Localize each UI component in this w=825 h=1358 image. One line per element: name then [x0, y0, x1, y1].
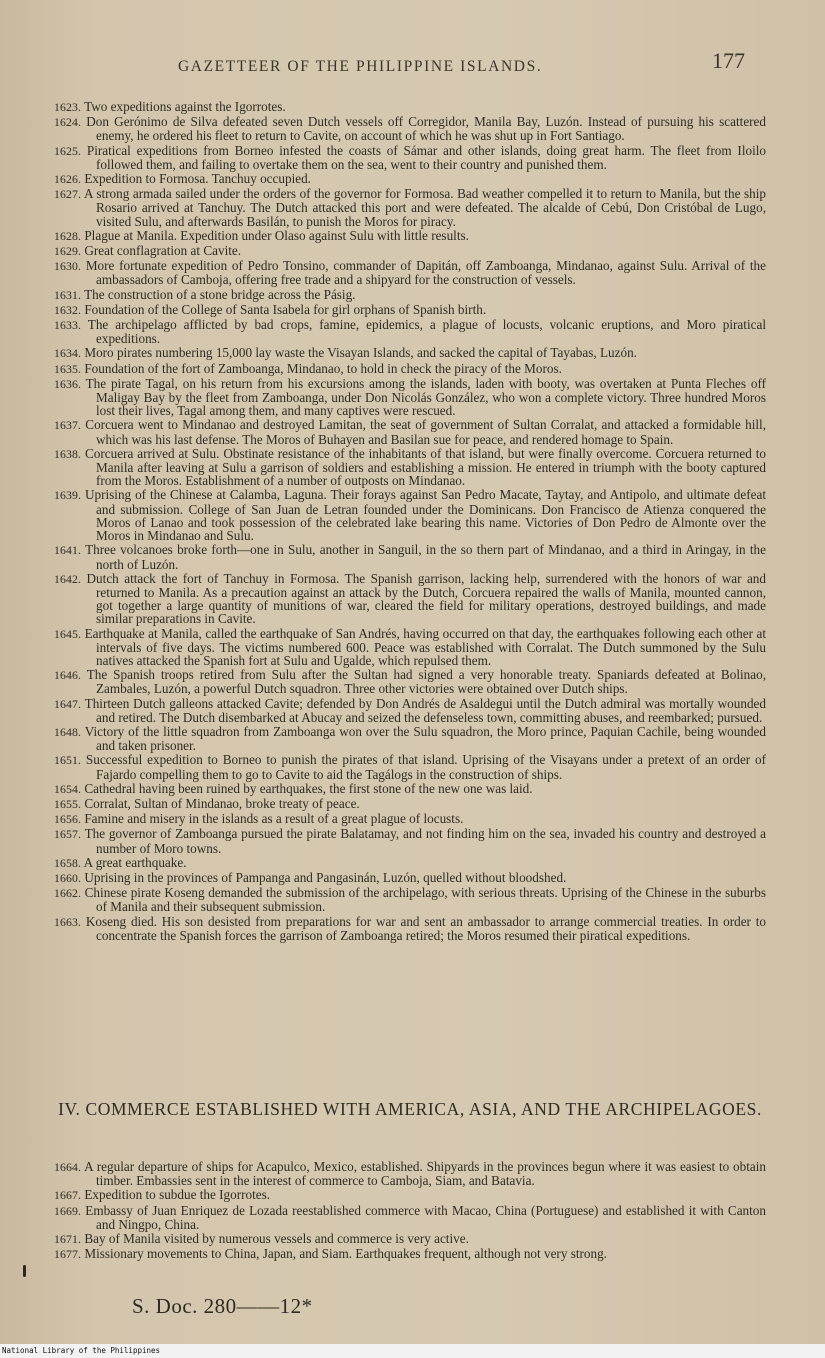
entry-year: 1638. — [54, 446, 82, 461]
entry-year: 1633. — [54, 318, 82, 333]
chronology-entry — [54, 100, 766, 114]
chronology-entry — [54, 346, 766, 360]
chronology-list-commerce — [54, 1160, 766, 1262]
entry-year: 1627. — [54, 187, 82, 202]
chronology-entry — [54, 697, 766, 724]
chronology-entry — [54, 1232, 766, 1246]
entry-text: Embassy of Juan Enriquez de Lozada reestablished commerce with Macao, China (Portuguese) and established it with Canton and Ningpo, China. — [85, 1202, 766, 1232]
entry-text: Thirteen Dutch galleons attacked Cavite; defended by Don Andrés de Asaldegui until the Dutch admiral was mortally wounded and retired. The Dutch disembarked at Abucay and seized the defenseless town, committing abuses, and reembarked; pursued. — [84, 695, 766, 725]
chronology-entry — [54, 303, 766, 317]
entry-text: Expedition to Formosa. Tanchuy occupied. — [84, 171, 311, 187]
entry-text: Corralat, Sultan of Mindanao, broke treaty of peace. — [84, 795, 360, 811]
chronology-entry — [54, 856, 766, 870]
entry-text: The construction of a stone bridge across the Pásig. — [84, 286, 356, 302]
chronology-entry — [54, 1247, 766, 1261]
section-heading: IV. COMMERCE ESTABLISHED WITH AMERICA, ASIA, AND THE ARCHIPELAGOES. — [58, 1099, 762, 1119]
entry-year: 1667. — [54, 1188, 82, 1203]
entry-year: 1630. — [54, 259, 82, 274]
chronology-entry — [54, 543, 766, 570]
entry-text: Famine and misery in the islands as a result of a great plague of locusts. — [84, 811, 464, 827]
entry-year: 1624. — [54, 115, 82, 130]
entry-year: 1646. — [54, 668, 82, 683]
entry-text: Dutch attack the fort of Tanchuy in Formosa. The Spanish garrison, lacking help, surrendered with the honors of war and returned to Manila. As a precaution against an attack by the Dutch, Corcuera repaired the walls of Manila, mounted cannon, got together a large quantity of munitions of war, cleared the field for military operations, destroyed buildings, and made similar preparations in Cavite. — [86, 570, 766, 627]
chronology-entry — [54, 1188, 766, 1202]
entry-year: 1663. — [54, 914, 82, 929]
chronology-entry — [54, 827, 766, 854]
entry-text: More fortunate expedition of Pedro Tonsino, commander of Dapitán, off Zamboanga, Mindanao, against Sulu. Arrival of the ambassadors of Camboja, offering free trade and a shipyard for the construction of vessels. — [85, 258, 766, 288]
chronology-entry — [54, 1204, 766, 1231]
entry-year: 1625. — [54, 143, 82, 158]
chronology-entry — [54, 627, 766, 668]
entry-text: The governor of Zamboanga pursued the pirate Balatamay, and not finding him on the sea, invaded his country and destroyed a number of Moro towns. — [84, 826, 766, 856]
entry-text: Koseng died. His son desisted from preparations for war and sent an ambassador to arrange commercial treaties. In order to concentrate the Spanish forces the garrison of Zamboanga retired; the Moros resumed their piratical expeditions. — [85, 913, 767, 943]
chronology-entry — [54, 725, 766, 752]
entry-text: Foundation of the College of Santa Isabela for girl orphans of Spanish birth. — [84, 301, 487, 317]
running-title: GAZETTEER OF THE PHILIPPINE ISLANDS. — [178, 58, 543, 75]
entry-year: 1632. — [54, 302, 82, 317]
chronology-entry — [54, 144, 766, 171]
entry-year: 1671. — [54, 1232, 82, 1247]
chronology-entry — [54, 812, 766, 826]
entry-year: 1634. — [54, 346, 82, 361]
chronology-entry — [54, 871, 766, 885]
chronology-entry — [54, 288, 766, 302]
chronology-entry — [54, 187, 766, 228]
entry-year: 1648. — [54, 724, 82, 739]
entry-year: 1626. — [54, 172, 82, 187]
entry-year: 1677. — [54, 1247, 82, 1262]
entry-year: 1642. — [54, 571, 82, 586]
entry-year: 1651. — [54, 753, 82, 768]
signature-mark: S. Doc. 280——12* — [132, 1294, 313, 1318]
entry-year: 1636. — [54, 376, 82, 391]
library-credit: National Library of the Philippines — [0, 1344, 825, 1358]
chronology-entry — [54, 886, 766, 913]
chronology-entry — [54, 915, 766, 942]
entry-text: A great earthquake. — [83, 854, 187, 870]
entry-year: 1669. — [54, 1203, 82, 1218]
chronology-entry — [54, 488, 766, 542]
entry-year: 1635. — [54, 361, 82, 376]
entry-text: The archipelago afflicted by bad crops, famine, epidemics, a plague of locusts, volcanic eruptions, and Moro piratical expeditions. — [87, 317, 766, 347]
entry-text: Missionary movements to China, Japan, and Siam. Earthquakes frequent, although not very strong. — [84, 1246, 607, 1262]
entry-text: Plague at Manila. Expedition under Olaso against Sulu with little results. — [84, 227, 469, 243]
entry-year: 1641. — [54, 543, 82, 558]
chronology-entry — [54, 418, 766, 445]
chronology-entry — [54, 244, 766, 258]
entry-year: 1656. — [54, 812, 82, 827]
entry-year: 1664. — [54, 1160, 82, 1174]
chronology-entry — [54, 668, 766, 695]
entry-text: Corcuera went to Mindanao and destroyed Lamitan, the seat of government of Sultan Corralat, and attacked a formidable hill, which was his last defense. The Moros of Buhayen and Basilan sue for peace, and rendered homage to Spain. — [85, 417, 767, 447]
entry-text: Uprising in the provinces of Pampanga and Pangasinán, Luzón, quelled without bloodshed. — [84, 869, 567, 885]
entry-text: Expedition to subdue the Igorrotes. — [84, 1187, 271, 1203]
entry-text: Bay of Manila visited by numerous vessels and commerce is very active. — [84, 1231, 469, 1247]
entry-text: Two expeditions against the Igorrotes. — [84, 99, 286, 114]
entry-text: Piratical expeditions from Borneo infested the coasts of Sámar and other islands, doing great harm. The fleet from Iloilo followed them, and failing to overtake them on the sea, went to their country and punished them. — [86, 142, 766, 172]
entry-text: A strong armada sailed under the orders of the governor for Formosa. Bad weather compelled it to return to Manila, but the ship Rosario arrived at Tanchuy. The Dutch attacked this port and were defeated. The alcalde of Cebú, Don Cristóbal de Lugo, visited Sulu, and afterwards Basilán, to punish the Moros for piracy. — [83, 186, 767, 229]
chronology-entry — [54, 362, 766, 376]
chronology-entry — [54, 572, 766, 626]
entry-text: The Spanish troops retired from Sulu after the Sultan had signed a very honorable treaty. Spaniards defeated at Bolinao, Zambales, Luzón, a powerful Dutch squadron. Three other victories were obtained over Dutch ships. — [86, 667, 766, 697]
chronology-entry — [54, 318, 766, 345]
entry-text: Moro pirates numbering 15,000 lay waste the Visayan Islands, and sacked the capital of Tayabas, Luzón. — [84, 345, 637, 361]
entry-text: The pirate Tagal, on his return from his excursions among the islands, laden with booty, was overtaken at Punta Fleches off Maligay Bay by the fleet from Zamboanga, under Don Nicolás González, who won a complete victory. Three hundred Moros lost their lives, Tagal among them, and many captives were rescued. — [85, 375, 766, 419]
entry-text: Corcuera arrived at Sulu. Obstinate resistance of the inhabitants of that island, but were finally overcome. Corcuera returned to Manila after leaving at Sulu a garrison of soldiers and establishing a mission. He entered in triumph with the booty captured from the Moros. Establishment of a number of outposts on Mindanao. — [84, 445, 766, 489]
entry-text: Earthquake at Manila, called the earthquake of San Andrés, having occurred on that day, the earthquakes following each other at intervals of five days. The victims numbered 600. Peace was established with Corralat. The Dutch summoned by the Sulu natives attacked the Spanish fort at Sulu and Ugalde, which repulsed them. — [84, 625, 766, 668]
chronology-entry — [54, 172, 766, 186]
chronology-entry — [54, 797, 766, 811]
chronology-entry — [54, 377, 766, 418]
entry-year: 1631. — [54, 287, 82, 302]
entry-year: 1639. — [54, 488, 82, 503]
chronology-entry — [54, 1160, 766, 1187]
chronology-list — [54, 100, 766, 943]
entry-year: 1645. — [54, 626, 82, 641]
entry-year: 1662. — [54, 886, 82, 901]
entry-year: 1637. — [54, 418, 82, 433]
entry-year: 1623. — [54, 100, 82, 114]
chronology-entry — [54, 229, 766, 243]
entry-year: 1628. — [54, 228, 82, 243]
entry-year: 1654. — [54, 781, 82, 796]
chronology-entry — [54, 115, 766, 142]
entry-year: 1655. — [54, 796, 82, 811]
entry-text: Three volcanoes broke forth—one in Sulu, another in Sanguil, in the so thern part of Mindanao, and a third in Aringay, in the north of Luzón. — [85, 542, 766, 572]
page-number: 177 — [712, 48, 745, 73]
entry-text: A regular departure of ships for Acapulco, Mexico, established. Shipyards in the provinces begun where it was easiest to obtain timber. Embassies sent in the interest of commerce to Camboja, Siam, and Batavia. — [84, 1159, 766, 1189]
ink-mark — [23, 1265, 26, 1277]
entry-text: Chinese pirate Koseng demanded the submission of the archipelago, with serious threats. Uprising of the Chinese in the suburbs of Manila and their subsequent submission. — [84, 885, 767, 915]
entry-text: Successful expedition to Borneo to punish the pirates of that island. Uprising of the Visayans under a pretext of an order of Fajardo compelling them to go to Cavite to aid the Tagálogs in the construction of ships. — [85, 752, 767, 782]
entry-text: Uprising of the Chinese at Calamba, Laguna. Their forays against San Pedro Macate, Taytay, and Antipolo, and ultimate defeat and submission. College of San Juan de Letran founded under the Dominicans. Don Francisco de Atienza conquered the Moros of Lanao and took possession of the celebrated lake bearing this name. Victories of Don Pedro de Almonte over the Moros in Mindanao and Sulu. — [84, 487, 767, 544]
entry-year: 1658. — [54, 855, 82, 870]
entry-year: 1629. — [54, 244, 82, 259]
entry-year: 1647. — [54, 696, 82, 711]
entry-text: Great conflagration at Cavite. — [84, 243, 242, 259]
entry-text: Victory of the little squadron from Zamboanga won over the Sulu squadron, the Moro prince, Paquian Cachile, being wounded and taken prisoner. — [84, 723, 767, 754]
entry-text: Cathedral having been ruined by earthquakes, the first stone of the new one was laid. — [84, 780, 533, 796]
chronology-entry — [54, 259, 766, 286]
entry-year: 1660. — [54, 870, 82, 885]
entry-text: Don Gerónimo de Silva defeated seven Dutch vessels off Corregidor, Manila Bay, Luzón. Instead of pursuing his scattered enemy, he ordered his fleet to return to Cavite, on account of which he was shut up in Fort Santiago. — [86, 114, 767, 144]
chronology-entry — [54, 782, 766, 796]
entry-year: 1657. — [54, 827, 82, 842]
chronology-entry — [54, 447, 766, 488]
chronology-entry — [54, 753, 766, 780]
running-head — [0, 46, 825, 76]
entry-text: Foundation of the fort of Zamboanga, Mindanao, to hold in check the piracy of the Moros. — [84, 360, 562, 376]
